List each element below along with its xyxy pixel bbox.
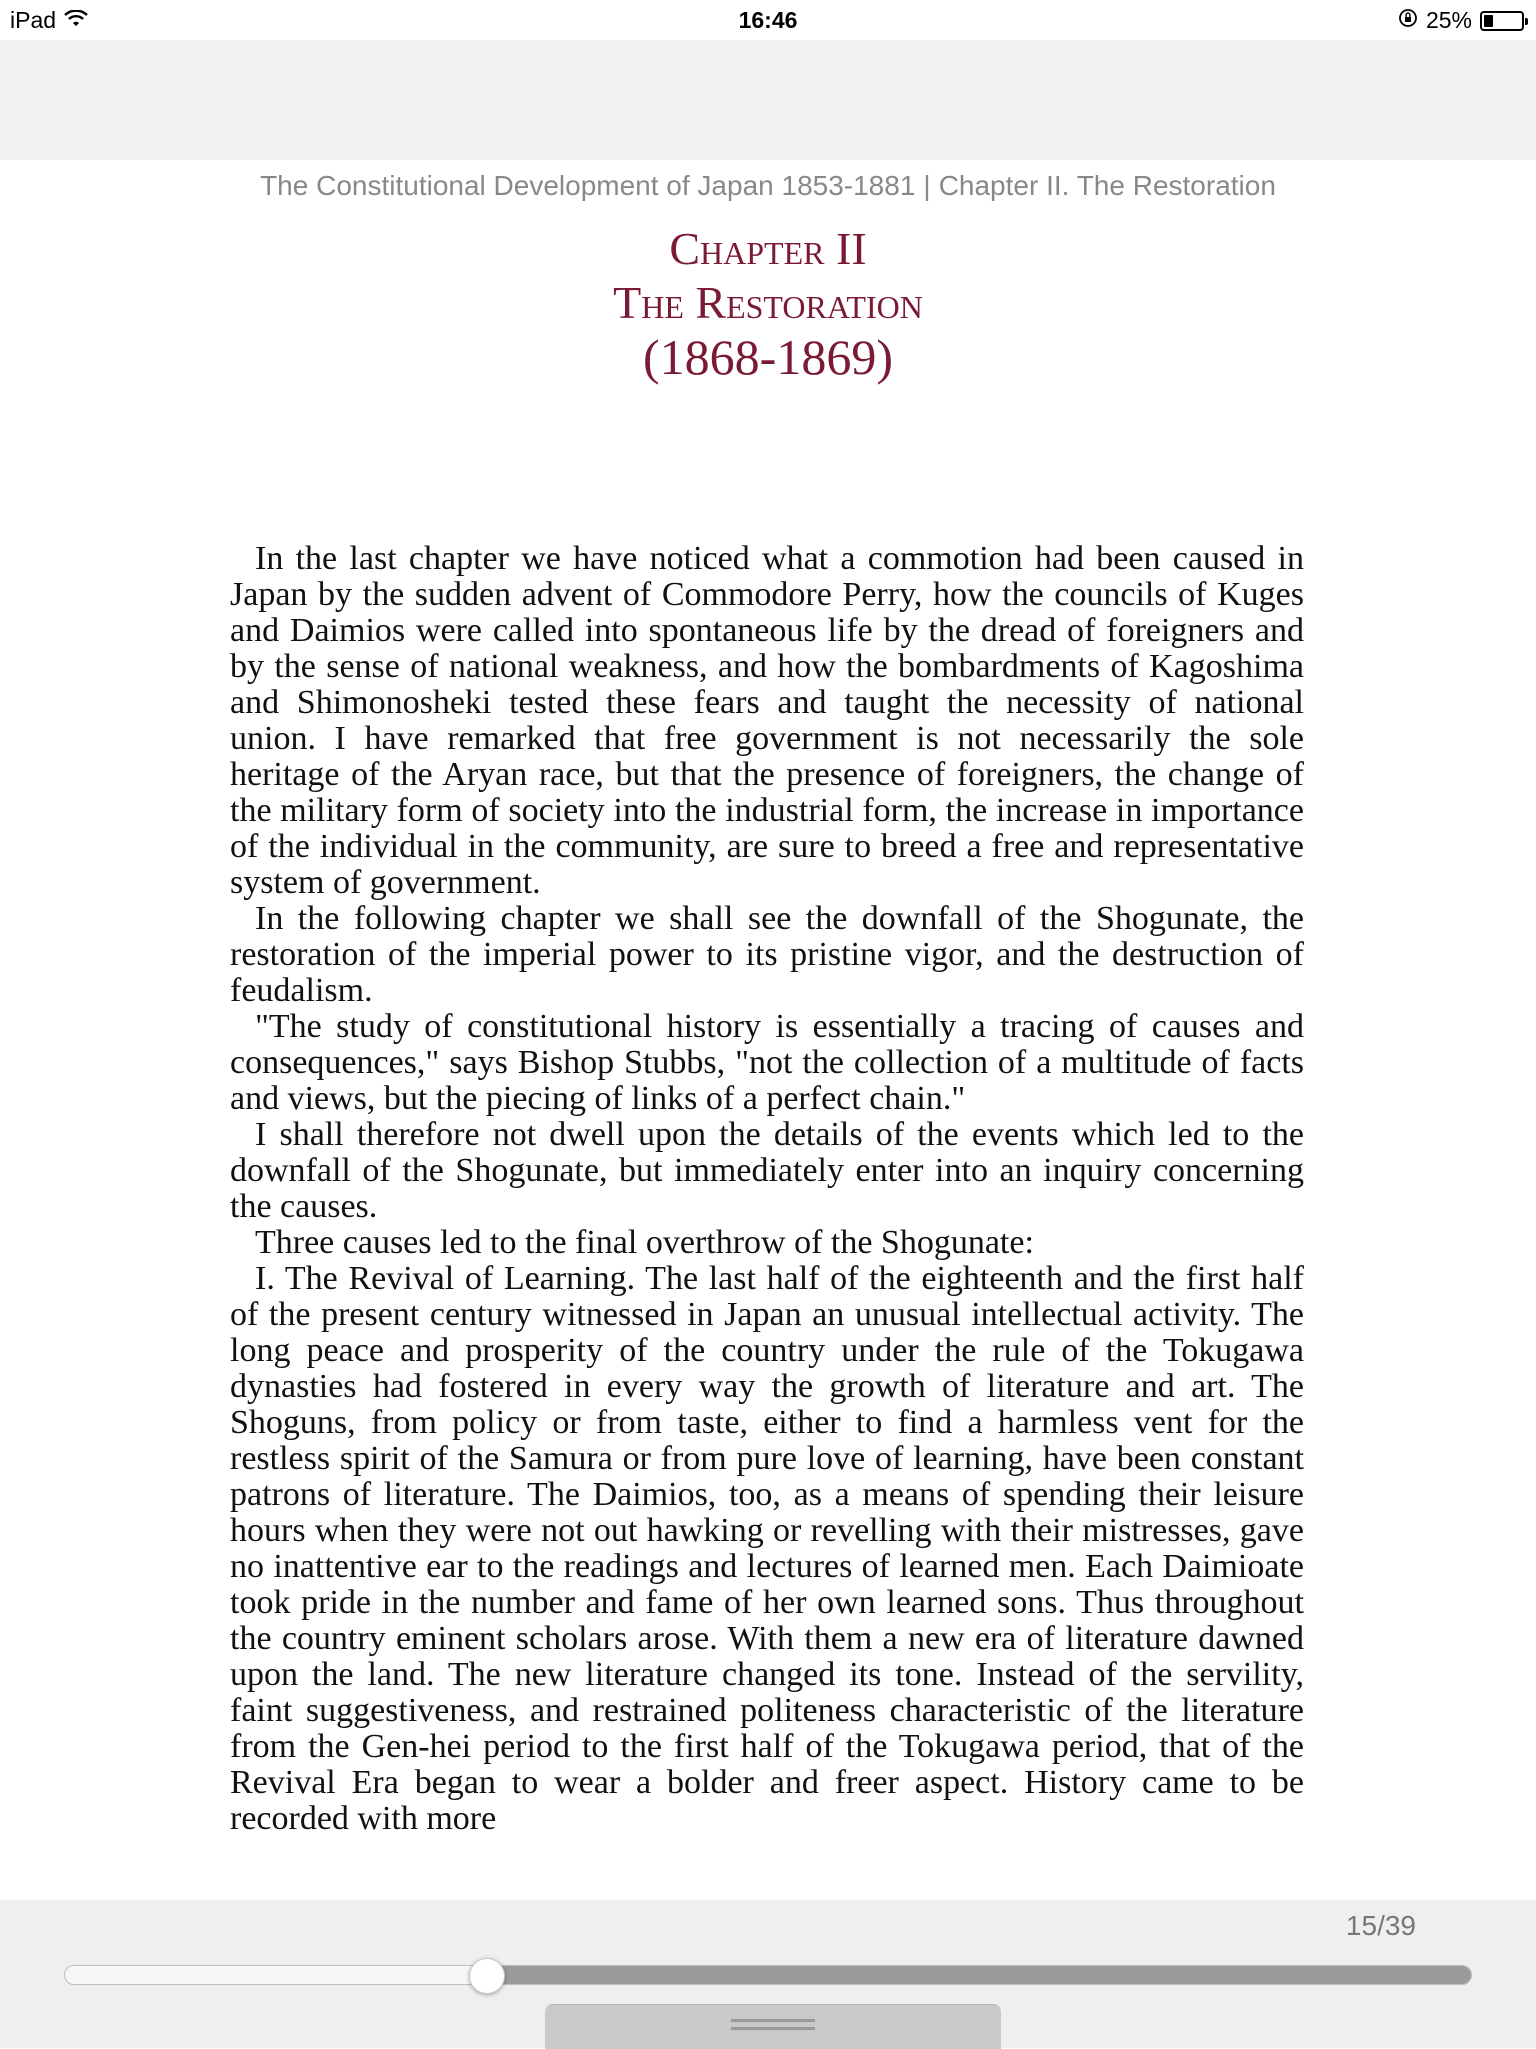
status-bar [0, 0, 1536, 40]
battery-icon [1480, 11, 1524, 31]
paragraph: I. The Revival of Learning. The last half of the eighteenth and the first half of the present century witnessed in Japan an unusual intellectual activity. The long peace and prosperity of the country under the rule of the Tokugawa dynasties had fostered in every way the growth of literature and art. The Shoguns, from policy or from taste, either to find a harmless vent for the restless spirit of the Samura or from pure love of learning, have been constant patrons of literature. The Daimios, too, as a means of spending their leisure hours when they were not out hawking or revelling with their mistresses, gave no inattentive ear to the readings and lectures of learned men. Each Daimioate took pride in the number and fame of her own learned sons. Thus throughout the country eminent scholars arose. With them a new era of literature dawned upon the land. The new literature changed its tone. Instead of the servility, faint suggestiveness, and restrained politeness characteristic of the literature from the Gen-hei period to the first half of the Tokugawa period, that of the Revival Era began to wear a bolder and freer aspect. History came to be recorded with more [230, 1260, 1304, 1837]
chapter-name: Chapter II. The Restoration [938, 170, 1276, 201]
chapter-title [0, 222, 1536, 384]
device-name: iPad [10, 7, 57, 33]
rotation-lock-icon [1398, 7, 1418, 34]
drawer-handle[interactable] [545, 2004, 1001, 2049]
page-body [230, 541, 1304, 1837]
scrubber-remaining [487, 1966, 1471, 1984]
paragraph: In the last chapter we have noticed what a commotion had been caused in Japan by the sudden advent of Commodore Perry, how the councils of Kuges and Daimios were called into spontaneous life by the dread of foreigners and by the sense of national weakness, and how the bombardments of Kagoshima and Shimonosheki tested these fears and taught the necessity of national union. I have remarked that free government is not necessarily the sole heritage of the Aryan race, but that the presence of foreigners, the change of the military form of society into the industrial form, the increase in importance of the individual in the community, are sure to breed a free and representative system of government. [230, 540, 1304, 901]
running-header: The Constitutional Development of Japan 1853-1881 | Chapter II. The Restoration [260, 170, 1276, 201]
chapter-heading: The Restoration [613, 277, 923, 328]
book-title: The Constitutional Development of Japan 1853-1881 [260, 170, 916, 201]
paragraph: I shall therefore not dwell upon the details of the events which led to the downfall of the Shogunate, but immediately enter into an inquiry concerning the causes. [230, 1116, 1304, 1225]
reader-toolbar-area[interactable] [0, 40, 1536, 160]
page-scrubber[interactable] [64, 1965, 1472, 1985]
page-counter: 15/39 [1345, 1910, 1416, 1941]
grip-icon [731, 2019, 815, 2035]
battery-percent: 25% [1425, 7, 1472, 33]
paragraph: In the following chapter we shall see the downfall of the Shogunate, the restoration of the imperial power to its pristine vigor, and the destruction of feudalism. [230, 900, 1304, 1009]
clock: 16:46 [738, 7, 798, 33]
chapter-dates: (1868-1869) [643, 329, 893, 385]
paragraph: "The study of constitutional history is essentially a tracing of causes and consequences," says Bishop Stubbs, "not the collection of a multitude of facts and views, but the piecing of links of a perfect chain." [230, 1008, 1304, 1117]
paragraph: Three causes led to the final overthrow of the Shogunate: [255, 1224, 1034, 1261]
status-right [1398, 7, 1524, 34]
chapter-number: Chapter II [669, 223, 867, 274]
